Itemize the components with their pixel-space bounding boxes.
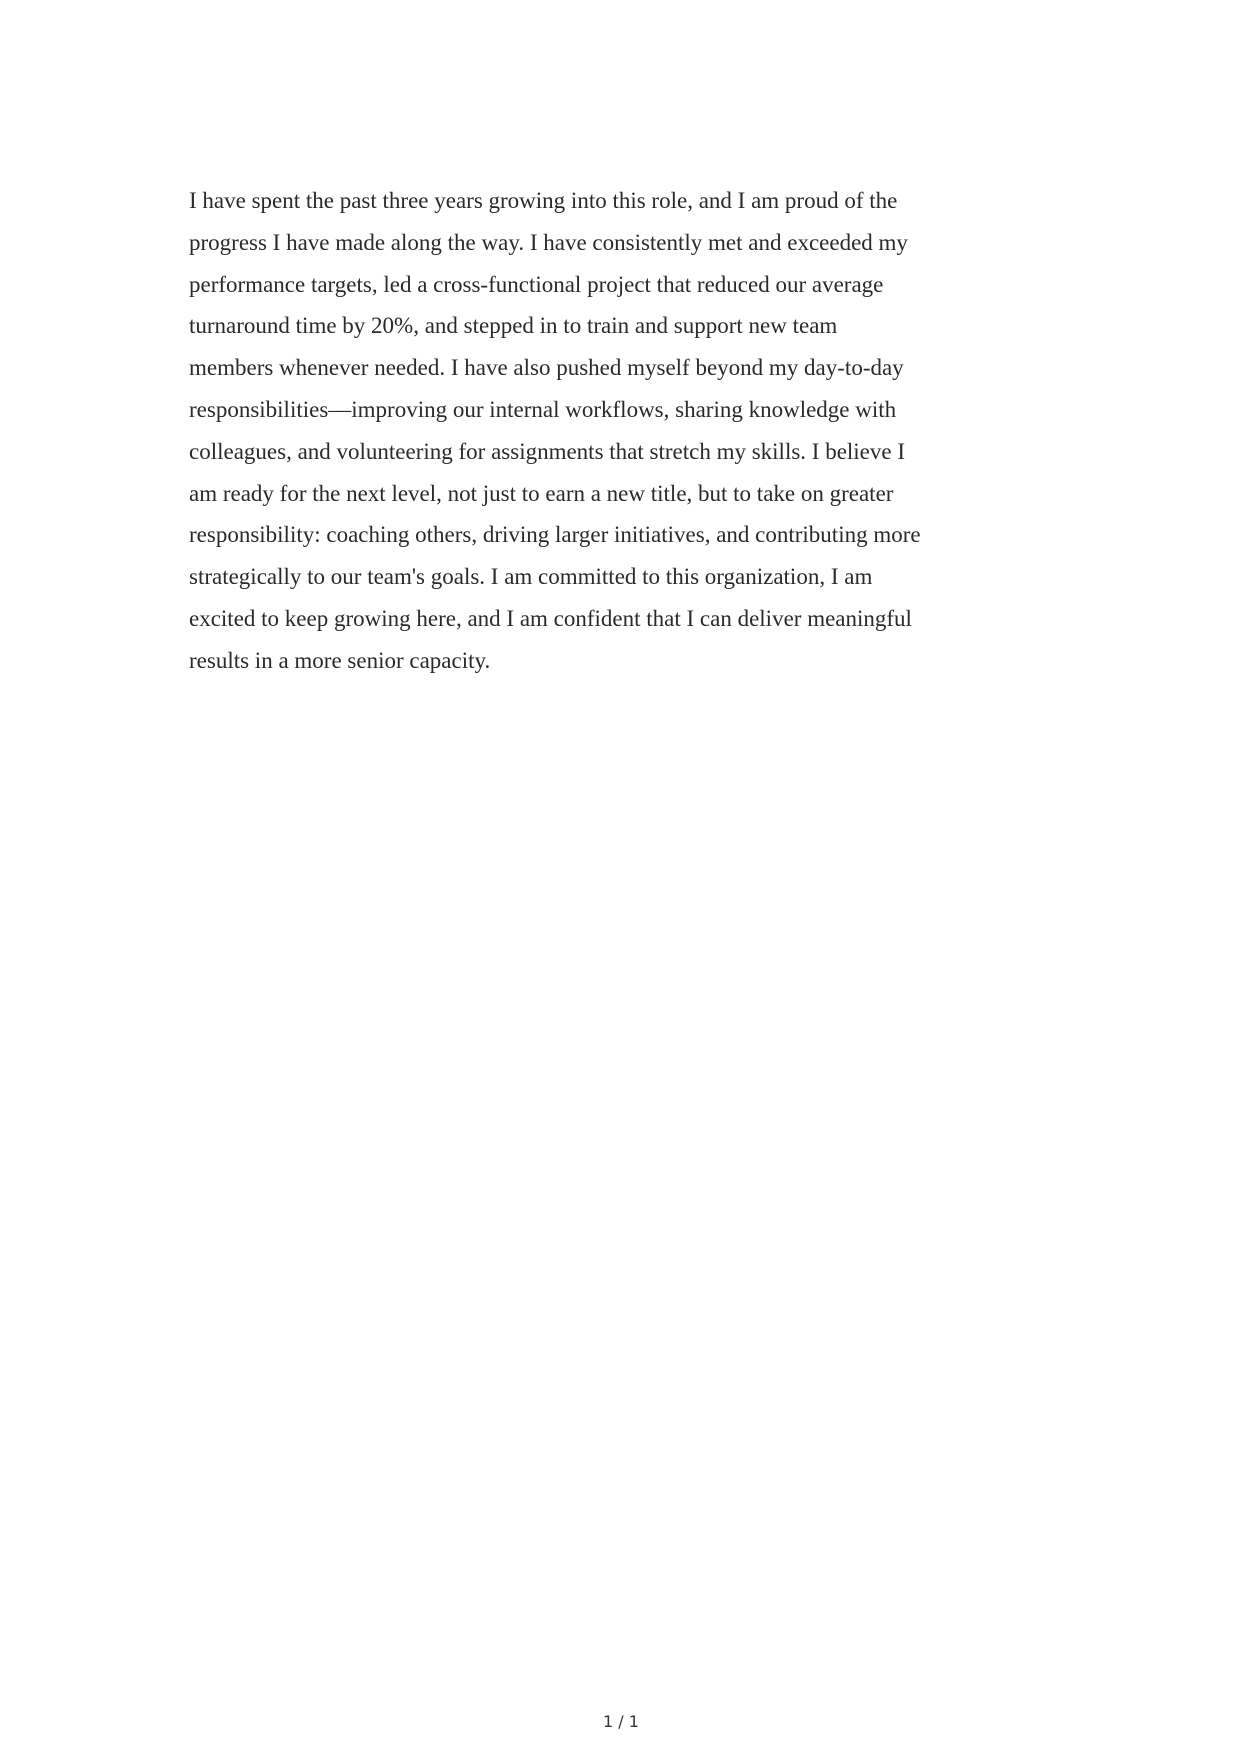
paragraph-line: performance targets, led a cross-functional project that reduced our average <box>189 271 884 297</box>
paragraph-line: responsibility: coaching others, driving larger initiatives, and contributing more <box>189 522 921 548</box>
body-paragraph <box>189 180 1069 682</box>
paragraph-line: I have spent the past three years growing into this role, and I am proud of the <box>189 188 898 213</box>
page-number: 1 / 1 <box>603 1712 639 1731</box>
paragraph-line: responsibilities—improving our internal workflows, sharing knowledge with <box>189 396 897 422</box>
paragraph-line: strategically to our team's goals. I am committed to this organization, I am <box>189 564 873 590</box>
paragraph-line: am ready for the next level, not just to earn a new title, but to take on greater <box>189 480 894 506</box>
paragraph-line: progress I have made along the way. I have consistently met and exceeded my <box>189 229 908 255</box>
paragraph-line: members whenever needed. I have also pushed myself beyond my day-to-day <box>189 355 904 381</box>
paragraph-line: excited to keep growing here, and I am confident that I can deliver meaningful <box>189 605 912 631</box>
paragraph-line: turnaround time by 20%, and stepped in to train and support new team <box>189 313 838 339</box>
paragraph-line: colleagues, and volunteering for assignments that stretch my skills. I believe I <box>189 438 906 464</box>
paragraph-line: results in a more senior capacity. <box>189 647 491 673</box>
